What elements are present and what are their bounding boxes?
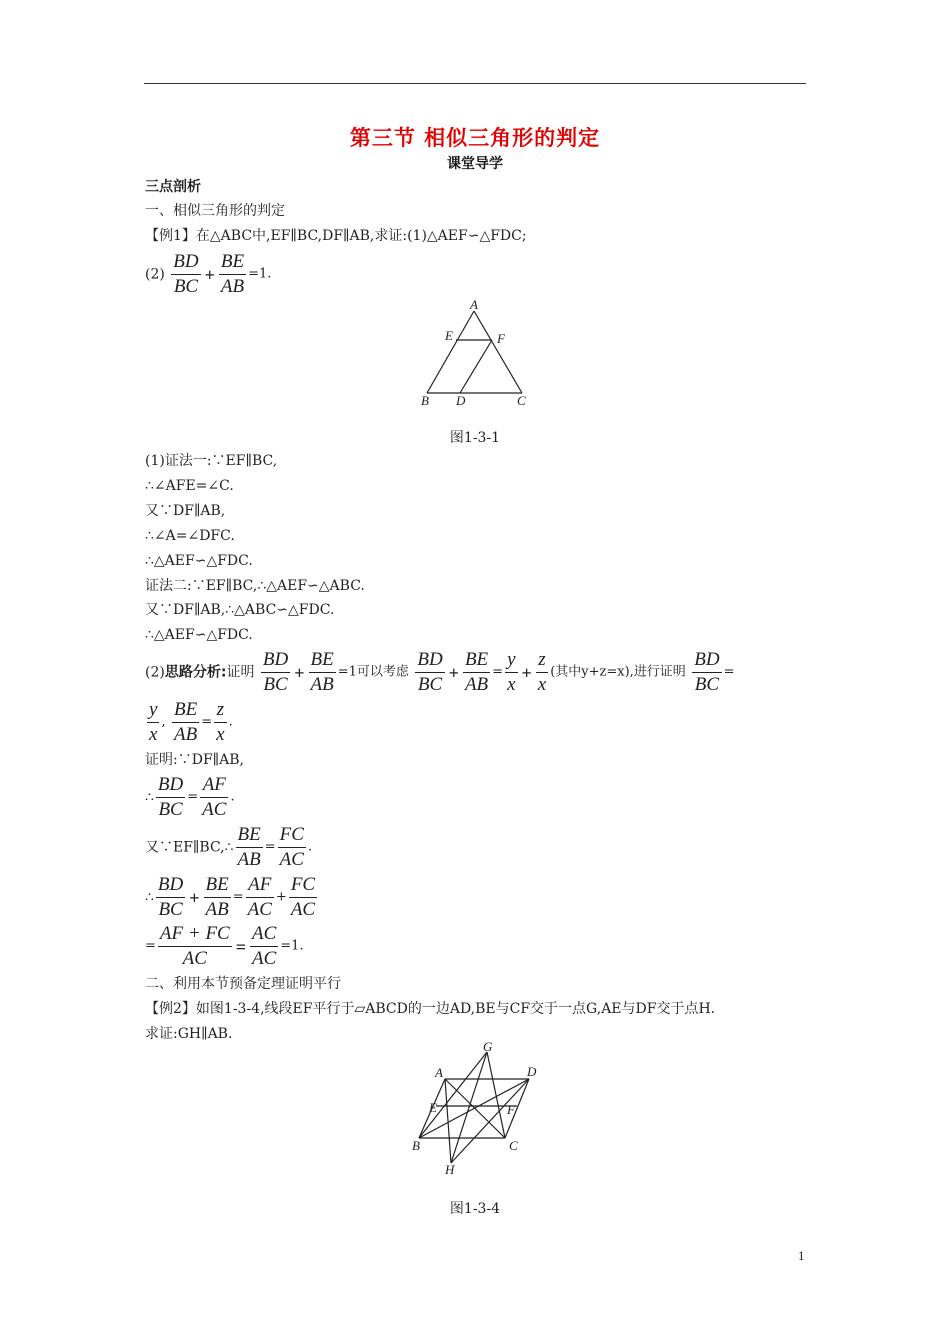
proof2-line-4: ∴ $\frac{BD}{BC}$ + $\frac{BE}{AB}$ = $\frac{AF}{AC}$ + $\frac{FC}{AC}$ xyxy=(145,874,316,920)
example2-line-1: 【例2】如图1-3-4,线段EF平行于▱ABCD的一边AD,BE与CF交于一点G,AE与DF交于点H. xyxy=(145,1001,716,1017)
figure-1-3-1 xyxy=(415,296,535,415)
fig2-label-e: E xyxy=(429,1100,437,1115)
proof1-line-4: ∴∠A=∠DFC. xyxy=(145,528,235,544)
fig2-label-h: H xyxy=(445,1162,455,1177)
analysis-line: (2)思路分析:证明 $\frac{BD}{BC}$ + $\frac{BE}{AB}$ =1可以考虑 $\frac{BD}{BC}$ + $\frac{BE}{AB}$ = $\frac{y}{x}$ + $\frac{z}{x}$ (其中y+z=x),进行证明 $\frac{BD}{BC}$ = xyxy=(145,649,735,695)
fig1-label-c: C xyxy=(517,393,526,408)
proof1-line-3: 又∵DF∥AB, xyxy=(145,503,226,519)
example1-statement: 【例1】在△ABC中,EF∥BC,DF∥AB,求证:(1)△AEF∽△FDC; xyxy=(145,228,527,244)
fig2-label-b: B xyxy=(412,1138,420,1153)
fig2-label-g: G xyxy=(483,1040,493,1054)
figure-1-3-4 xyxy=(405,1040,550,1184)
fig1-label-f: F xyxy=(497,331,505,346)
fig1-label-d: D xyxy=(456,393,466,408)
figure-2-caption: 图1-3-4 xyxy=(449,1201,501,1217)
fig2-label-c: C xyxy=(509,1138,518,1153)
proof1-line-6: 证法二:∵EF∥BC,∴△AEF∽△ABC. xyxy=(145,578,365,594)
part2-heading: 二、利用本节预备定理证明平行 xyxy=(145,976,341,992)
part1-heading: 一、相似三角形的判定 xyxy=(145,203,285,219)
example2-line-2: 求证:GH∥AB. xyxy=(145,1026,233,1042)
example1-part2: (2) $\frac{BD}{BC}$ + $\frac{BE}{AB}$ =1. xyxy=(145,251,272,297)
fraction-be-ab: $\frac{BE}{AB}$ xyxy=(220,251,245,297)
fig2-label-f: F xyxy=(507,1102,515,1117)
figure-1-caption: 图1-3-1 xyxy=(449,430,501,446)
proof2-line-1: 证明:∵DF∥AB, xyxy=(145,752,244,768)
fraction-bd-bc: $\frac{BD}{BC}$ xyxy=(173,251,199,297)
analysis-label: 思路分析: xyxy=(164,664,227,681)
fig2-label-d: D xyxy=(527,1064,537,1079)
section-label: 三点剖析 xyxy=(145,179,201,195)
fig2-label-a: A xyxy=(435,1065,443,1080)
proof1-line-5: ∴△AEF∽△FDC. xyxy=(145,553,253,569)
proof2-line-2: ∴ $\frac{BD}{BC}$ = $\frac{AF}{AC}$ . xyxy=(145,774,235,820)
page-number: 1 xyxy=(798,1248,805,1263)
part2-prefix: (2) xyxy=(145,266,165,283)
fig1-label-a: A xyxy=(470,297,478,312)
analysis-line-2: $\frac{y}{x}$ , $\frac{BE}{AB}$ = $\frac{z}{x}$ . xyxy=(149,699,233,745)
proof1-line-7: 又∵DF∥AB,∴△ABC∽△FDC. xyxy=(145,602,335,618)
fig1-label-e: E xyxy=(445,328,453,343)
page-title: 第三节 相似三角形的判定 xyxy=(349,126,601,150)
header-rule xyxy=(144,83,806,84)
proof1-line-2: ∴∠AFE=∠C. xyxy=(145,478,234,494)
proof1-line-8: ∴△AEF∽△FDC. xyxy=(145,627,253,643)
fig1-label-b: B xyxy=(421,393,429,408)
page-subtitle: 课堂导学 xyxy=(447,156,503,172)
proof1-line-1: (1)证法一:∵EF∥BC, xyxy=(145,453,278,469)
proof2-line-5: = $\frac{AF + FC}{AC}$ = $\frac{AC}{AC}$ =1. xyxy=(145,923,304,969)
proof2-line-3: 又∵EF∥BC,∴ $\frac{BE}{AB}$ = $\frac{FC}{AC}$ . xyxy=(145,824,313,870)
